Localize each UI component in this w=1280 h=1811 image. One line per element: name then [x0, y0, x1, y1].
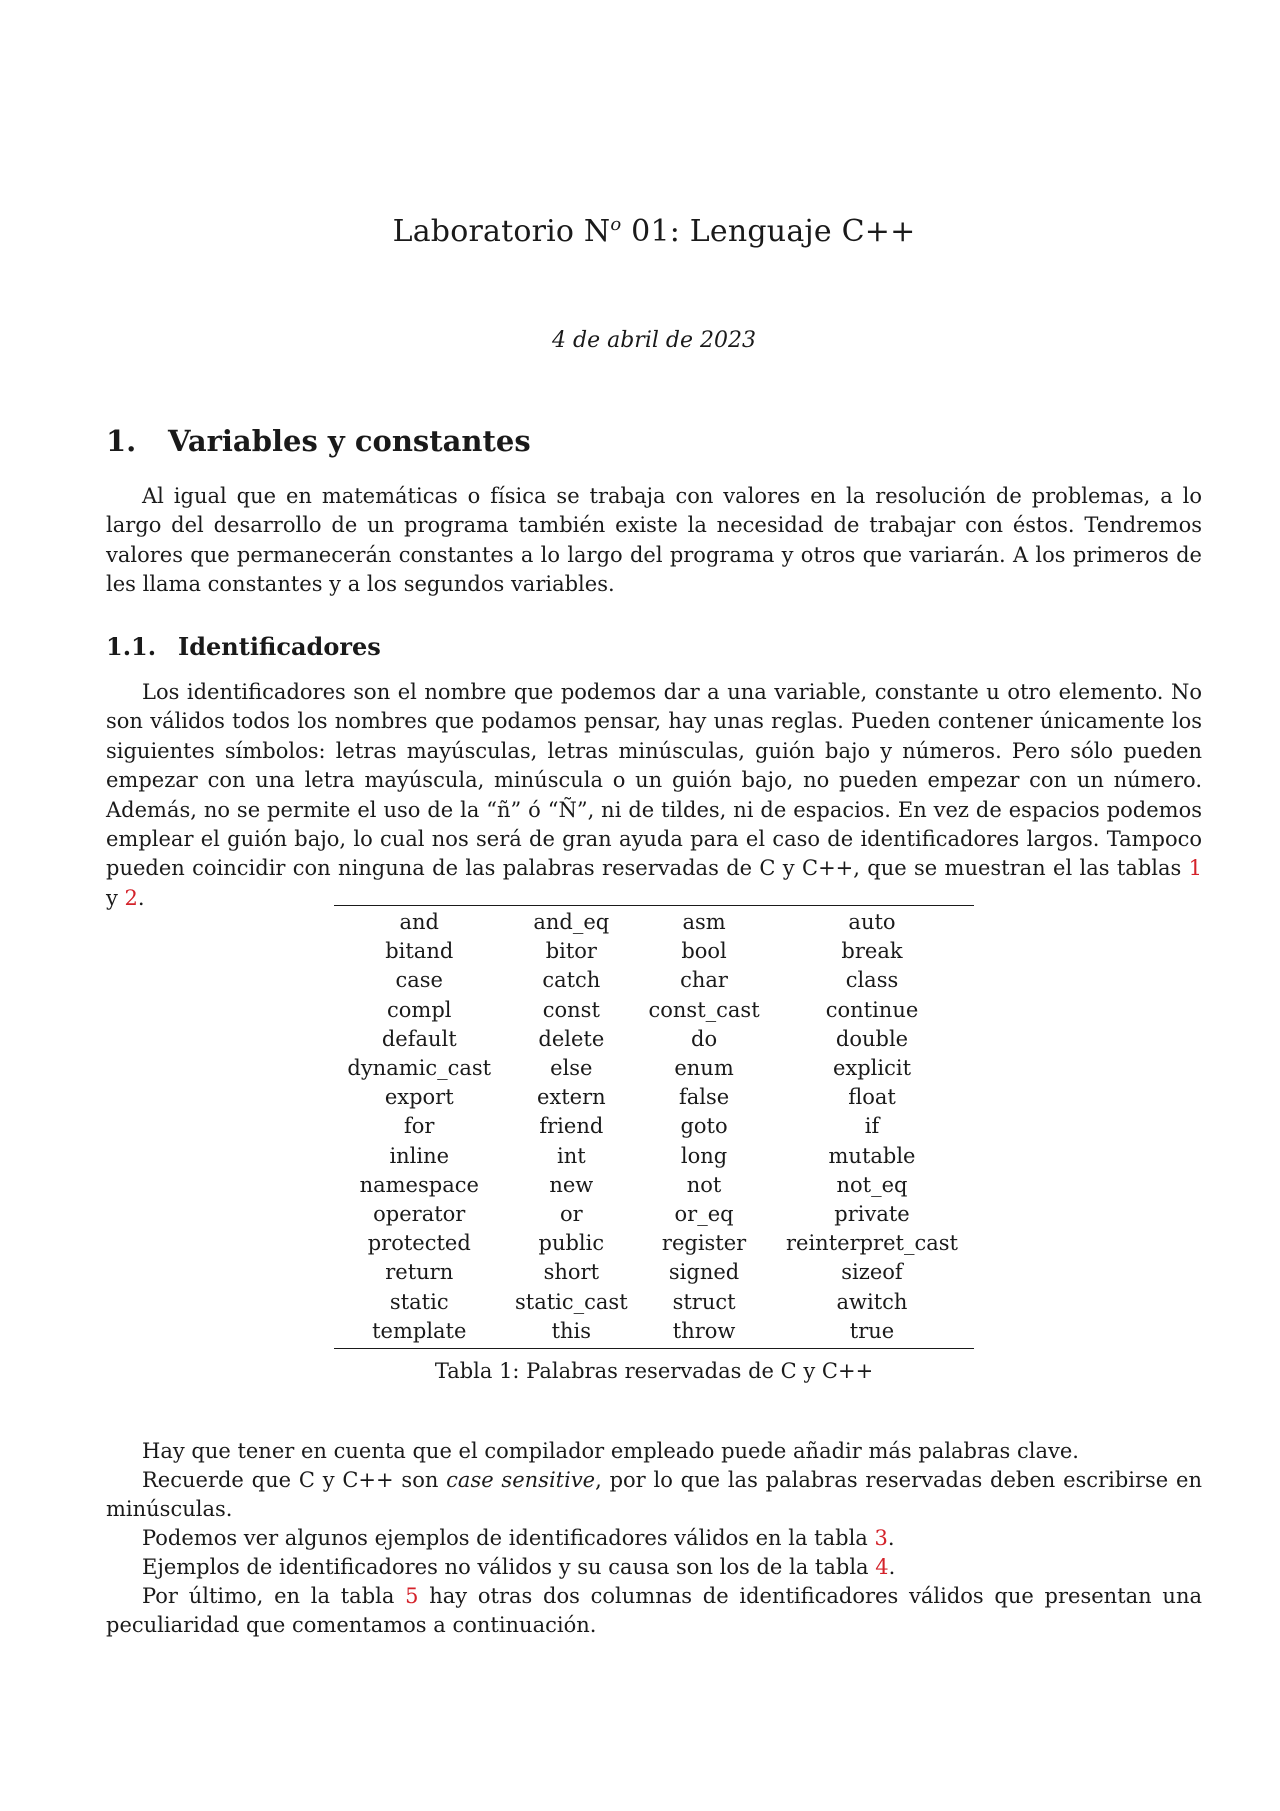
paragraph-text: Los identificadores son el nombre que podemos dar a una variable, constante u otro elemento. No son válidos todos los nombres que podamos pensar, hay unas reglas. Pueden contener únicamente los siguientes símbolos: letras mayúsculas, letras minúsculas, guión bajo y números. Pero sólo pueden empezar con una letra mayúscula, minúscula o un guión bajo, no pueden empezar con un número. Además, no se permite el uso de la “ñ” ó “Ñ”, ni de tildes, ni de espacios. En vez de espacios podemos emplear el guión bajo, lo cual nos será de gran ayuda para el caso de identificadores largos. Tampoco pueden coincidir con ninguna de las palabras reservadas de C y C++, que se muestran el las tablas [106, 680, 1202, 881]
reserved-words-table [334, 905, 974, 1349]
reserved-word-cell: this [551, 1318, 592, 1343]
case-note-after: , por lo que las palabras reservadas deben escribirse en minúsculas. [106, 1468, 1202, 1522]
reserved-word-cell: public [538, 1231, 605, 1256]
reserved-word-cell: and [399, 910, 439, 934]
reserved-word-cell: not_eq [836, 1172, 908, 1197]
reserved-word-cell: compl [387, 997, 452, 1022]
reserved-word-cell: auto [848, 910, 896, 934]
invalid-note-after: . [888, 1555, 896, 1579]
reserved-word-cell: for [404, 1114, 435, 1139]
table-row [334, 1112, 974, 1141]
reserved-word-cell: export [384, 1085, 454, 1110]
title-text-after: 01: Lenguaje C++ [621, 214, 916, 249]
reserved-word-cell: extern [536, 1085, 606, 1110]
table-5-link[interactable]: 5 [405, 1584, 419, 1608]
reserved-word-cell: do [691, 1026, 718, 1051]
reserved-word-cell: short [543, 1260, 600, 1285]
reserved-word-cell: sizeof [841, 1260, 903, 1285]
reserved-word-cell: operator [373, 1202, 466, 1227]
case-sensitive-note [106, 1466, 1202, 1525]
table-row [334, 1142, 974, 1171]
reserved-word-cell: double [835, 1026, 909, 1051]
reserved-word-cell: continue [825, 997, 919, 1022]
reserved-word-cell: mutable [828, 1143, 916, 1168]
reserved-word-cell: not [686, 1172, 722, 1197]
reserved-word-cell: long [680, 1143, 728, 1168]
case-note-before: Recuerde que C y C++ son [142, 1468, 447, 1492]
table-2-link[interactable]: 2 [124, 885, 138, 910]
paragraph-connector: y [106, 885, 125, 910]
subsection-1-1-title: Identificadores [178, 632, 381, 661]
reserved-word-cell: else [550, 1056, 593, 1081]
reserved-words-table-container [334, 905, 974, 1349]
section-1-title: Variables y constantes [168, 424, 531, 458]
section-1-paragraph: Al igual que en matemáticas o física se trabaja con valores en la resolución de problemas, a lo largo del desarrollo de un programa también existe la necesidad de trabajar con éstos. Tendremos valores que permanecerán constantes a lo largo del programa y otros que variarán. A los primeros de les llama constantes y a los segundos variables. [106, 484, 1202, 597]
valid-note-before: Podemos ver algunos ejemplos de identificadores válidos en la tabla [142, 1526, 875, 1550]
table-row [334, 1054, 974, 1083]
section-1-heading [106, 424, 531, 458]
section-1-number: 1. [106, 424, 137, 458]
reserved-word-cell: inline [389, 1143, 450, 1168]
table-row [334, 906, 974, 938]
reserved-word-cell: goto [680, 1114, 728, 1139]
reserved-word-cell: friend [539, 1114, 604, 1139]
table-row [334, 1025, 974, 1054]
reserved-word-cell: bitand [385, 939, 454, 964]
table-1-caption: Tabla 1: Palabras reservadas de C y C++ [434, 1359, 874, 1383]
paragraph-end: . [137, 885, 145, 910]
peculiar-note-before: Por último, en la tabla [142, 1584, 406, 1608]
table-4-link[interactable]: 4 [875, 1555, 889, 1579]
reserved-word-cell: bool [681, 939, 727, 964]
reserved-word-cell: template [372, 1318, 467, 1343]
reserved-word-cell: reinterpret_cast [786, 1231, 958, 1256]
reserved-word-cell: explicit [832, 1056, 912, 1081]
reserved-word-cell: bitor [545, 939, 597, 964]
reserved-word-cell: signed [668, 1260, 740, 1285]
reserved-word-cell: or [559, 1202, 583, 1227]
reserved-word-cell: catch [542, 968, 601, 993]
reserved-word-cell: dynamic_cast [347, 1056, 492, 1081]
reserved-word-cell: const_cast [648, 997, 760, 1022]
table-row [334, 1229, 974, 1258]
document-title [106, 214, 1202, 249]
reserved-word-cell: and_eq [533, 910, 610, 934]
reserved-word-cell: enum [674, 1056, 734, 1081]
reserved-word-cell: case [395, 968, 443, 993]
reserved-word-cell: namespace [359, 1172, 479, 1197]
table-row [334, 966, 974, 995]
reserved-word-cell: break [841, 939, 903, 964]
invalid-identifiers-note [106, 1553, 1202, 1582]
reserved-word-cell: throw [672, 1318, 736, 1343]
document-date: 4 de abril de 2023 [552, 328, 756, 353]
table-3-link[interactable]: 3 [874, 1526, 888, 1550]
table-row [334, 1200, 974, 1229]
reserved-word-cell: default [381, 1026, 457, 1051]
subsection-1-1-number: 1.1. [106, 632, 157, 661]
table-row [334, 1288, 974, 1317]
reserved-word-cell: class [845, 968, 899, 993]
reserved-word-cell: return [385, 1260, 454, 1285]
reserved-word-cell: delete [538, 1026, 605, 1051]
subsection-1-1-heading [106, 632, 381, 661]
case-sensitive-term: case sensitive [446, 1468, 596, 1492]
reserved-word-cell: protected [367, 1231, 471, 1256]
reserved-word-cell: static [389, 1289, 449, 1314]
reserved-word-cell: const [542, 997, 600, 1022]
table-row [334, 937, 974, 966]
reserved-word-cell: register [661, 1231, 747, 1256]
reserved-word-cell: or_eq [674, 1202, 734, 1227]
reserved-word-cell: int [556, 1143, 586, 1168]
reserved-word-cell: static_cast [515, 1289, 628, 1314]
peculiar-identifiers-note [106, 1582, 1202, 1641]
compiler-keywords-note: Hay que tener en cuenta que el compilador empleado puede añadir más palabras clave. [142, 1439, 1079, 1463]
table-1-link[interactable]: 1 [1188, 856, 1202, 881]
valid-identifiers-note [106, 1524, 1202, 1553]
reserved-word-cell: false [678, 1085, 730, 1110]
reserved-word-cell: float [848, 1085, 896, 1110]
reserved-word-cell: if [864, 1114, 880, 1139]
table-row [334, 1258, 974, 1287]
reserved-word-cell: char [680, 968, 728, 993]
title-superscript: o [610, 214, 622, 235]
subsection-1-1-paragraph [106, 678, 1202, 913]
reserved-word-cell: asm [682, 910, 726, 934]
reserved-word-cell: true [849, 1318, 895, 1343]
reserved-word-cell: struct [672, 1289, 736, 1314]
table-row [334, 996, 974, 1025]
reserved-word-cell: awitch [836, 1289, 908, 1314]
invalid-note-before: Ejemplos de identificadores no válidos y su causa son los de la tabla [142, 1555, 876, 1579]
table-row [334, 1317, 974, 1349]
title-text-before: Laboratorio N [392, 214, 611, 249]
reserved-word-cell: new [549, 1172, 594, 1197]
reserved-word-cell: private [834, 1202, 910, 1227]
peculiar-note-after: hay otras dos columnas de identificadores válidos que presentan una peculiaridad que comentamos a continuación. [106, 1584, 1202, 1638]
table-row [334, 1171, 974, 1200]
table-row [334, 1083, 974, 1112]
valid-note-after: . [887, 1526, 895, 1550]
